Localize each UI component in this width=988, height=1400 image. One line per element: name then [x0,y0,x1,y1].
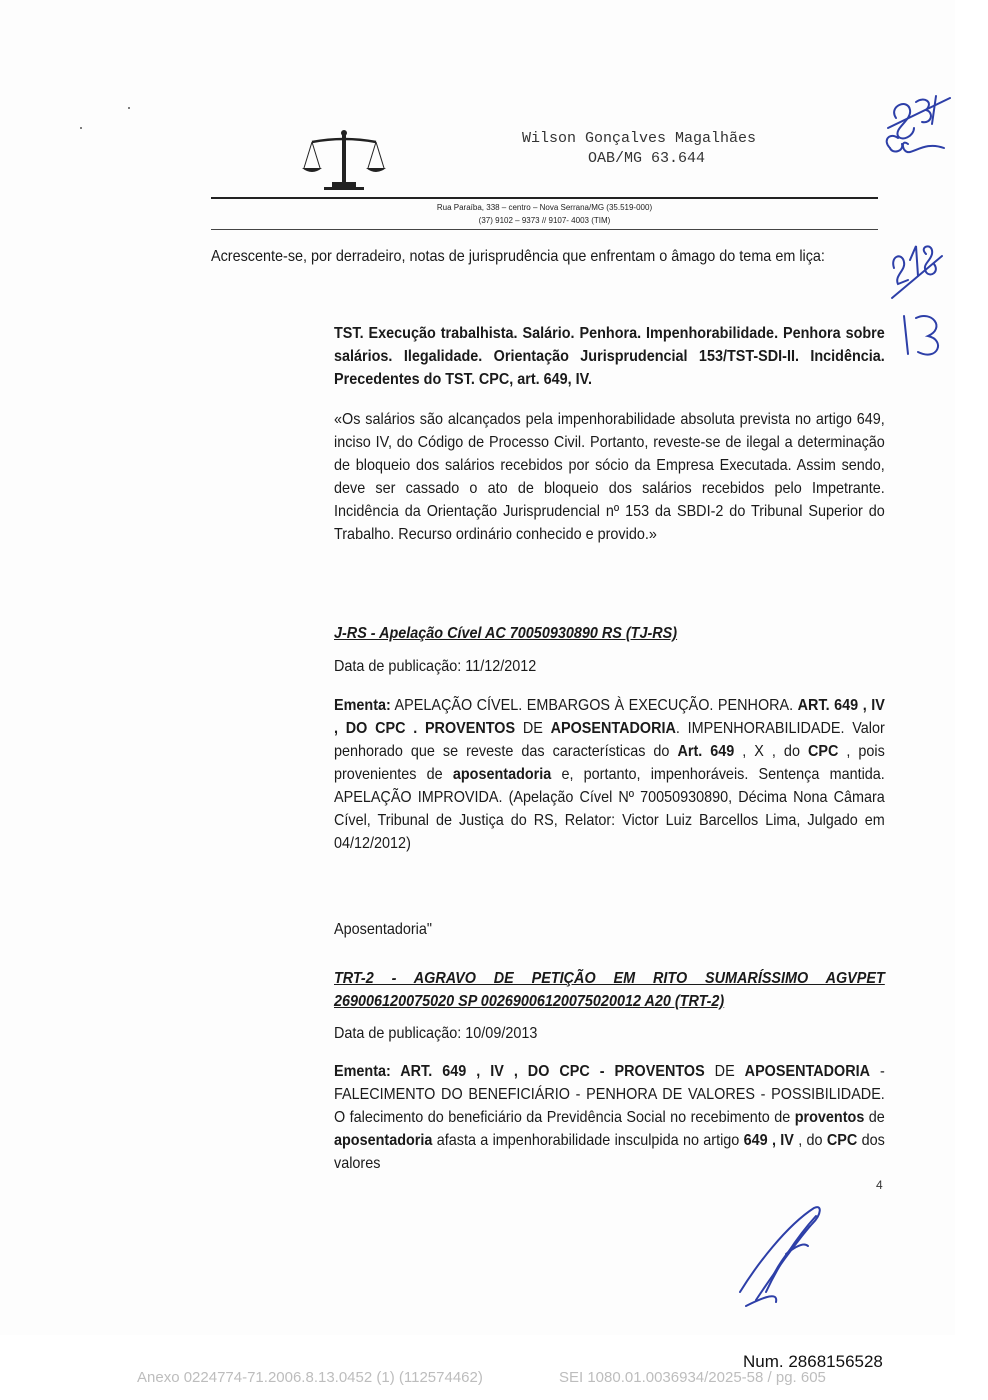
header-divider [211,197,878,199]
ementa-text: . IMPENHORABILIDADE. Valor penhorado que se reveste das características do [334,720,885,760]
ementa-text: de [864,1109,885,1126]
ementa-emphasis: Art. 649 [677,743,735,760]
ementa-emphasis: proventos [794,1109,865,1126]
ementa-text: afasta a impenhorabilidade insculpida no artigo [432,1132,744,1149]
ementa-text: - FALECIMENTO DO BENEFICIÁRIO - PENHORA DE VALORES - POSSIBILIDADE. O falecimento do beneficiário da Previdência Social no recebimento de [334,1063,885,1126]
intro-paragraph: Acrescente-se, por derradeiro, notas de jurisprudência que enfrentam o âmago do tema em liça: [211,248,825,265]
author-name: Wilson Gonçalves Magalhães [522,130,757,147]
aposentadoria-line: Aposentadoria" [334,921,432,938]
handwritten-page-stamp [868,88,958,178]
handwritten-folio-mark [888,236,954,376]
ementa-emphasis: APOSENTADORIA [744,1063,871,1080]
document-number: Num. 2868156528 [743,1352,883,1371]
ementa-text: dos valores [334,1132,885,1172]
tjrs-pub-date: Data de publicação: 11/12/2012 [334,658,537,675]
tst-heading: TST. Execução trabalhista. Salário. Penhora. Impenhorabilidade. Penhora sobre salários. Ilegalidade. Orientação Jurisprudencial 153/TST-SDI-II. Incidência. Precedentes do TST. CPC, art. 649, IV. [334,325,885,388]
address-divider [211,229,878,230]
ementa-text: e, portanto, impenhoráveis. Sentença mantida. APELAÇÃO IMPROVIDA. (Apelação Cível Nº 70050930890, Décima Nona Câmara Cível, Tribunal de Justiça do RS, Relator: Victor Luiz Barcellos Lima, Julgado em 04/12/2012) [334,766,885,852]
ementa-emphasis: aposentadoria [334,1132,433,1149]
handwritten-signature [726,1196,846,1316]
trt-title: TRT-2 - AGRAVO DE PETIÇÃO EM RITO SUMARÍSSIMO AGVPET 269006120075020 SP 00269006120075020012 A20 (TRT-2) [334,970,885,1010]
ementa-text: , do [793,1132,827,1149]
tjrs-title: J-RS - Apelação Cível AC 70050930890 RS (TJ-RS) [334,625,678,642]
scan-speck [80,127,82,129]
ementa-emphasis: CPC [826,1132,858,1149]
annex-reference: Anexo 0224774-71.2006.8.13.0452 (1) (112574462) [137,1369,483,1386]
ementa-emphasis: aposentadoria [452,766,552,783]
ementa-text: , pois provenientes de [334,743,885,783]
ementa-text: DE [704,1063,745,1080]
ementa-emphasis: ART. 649 , IV , DO CPC . PROVENTOS [334,697,885,737]
ementa-text: APELAÇÃO CÍVEL. EMBARGOS À EXECUÇÃO. PENHORA. [390,697,798,714]
ementa-emphasis: CPC [807,743,839,760]
tst-quote: «Os salários são alcançados pela impenhorabilidade absoluta prevista no artigo 649, inciso IV, do Código de Processo Civil. Portanto, reveste-se de ilegal a determinação de bloqueio dos salários recebidos por sócio da Empresa Executada. Assim sendo, deve ser cassado o ato de bloqueio dos salários recebidos pelo Impetrante. Incidência da Orientação Jurisprudencial nº 153 da SBDI-2 do Tribunal Superior do Trabalho. Recurso ordinário conhecido e provido.» [334,411,885,543]
phone-line: (37) 9102 – 9373 // 9107- 4003 (TIM) [478,216,611,225]
page-number: 4 [876,1178,883,1192]
scan-speck [128,107,130,109]
ementa-label: Ementa: [334,697,391,714]
ementa-emphasis: 649 , IV [743,1132,794,1149]
sei-reference: SEI 1080.01.0036934/2025-58 / pg. 605 [559,1369,826,1386]
trt-pub-date: Data de publicação: 10/09/2013 [334,1025,538,1042]
ementa-text: , X , do [734,743,808,760]
ementa-text: DE [515,720,551,737]
tjrs-ementa [334,694,885,855]
ementa-emphasis: ART. 649 , IV , DO CPC - PROVENTOS [390,1063,705,1080]
author-oab: OAB/MG 63.644 [588,150,706,167]
scales-of-justice-icon [296,128,392,192]
trt-ementa [334,1060,885,1175]
ementa-emphasis: APOSENTADORIA [550,720,676,737]
address-line: Rua Paraíba, 338 – centro – Nova Serrana/MG (35.519-000) [436,203,653,212]
ementa-label: Ementa: [334,1063,391,1080]
